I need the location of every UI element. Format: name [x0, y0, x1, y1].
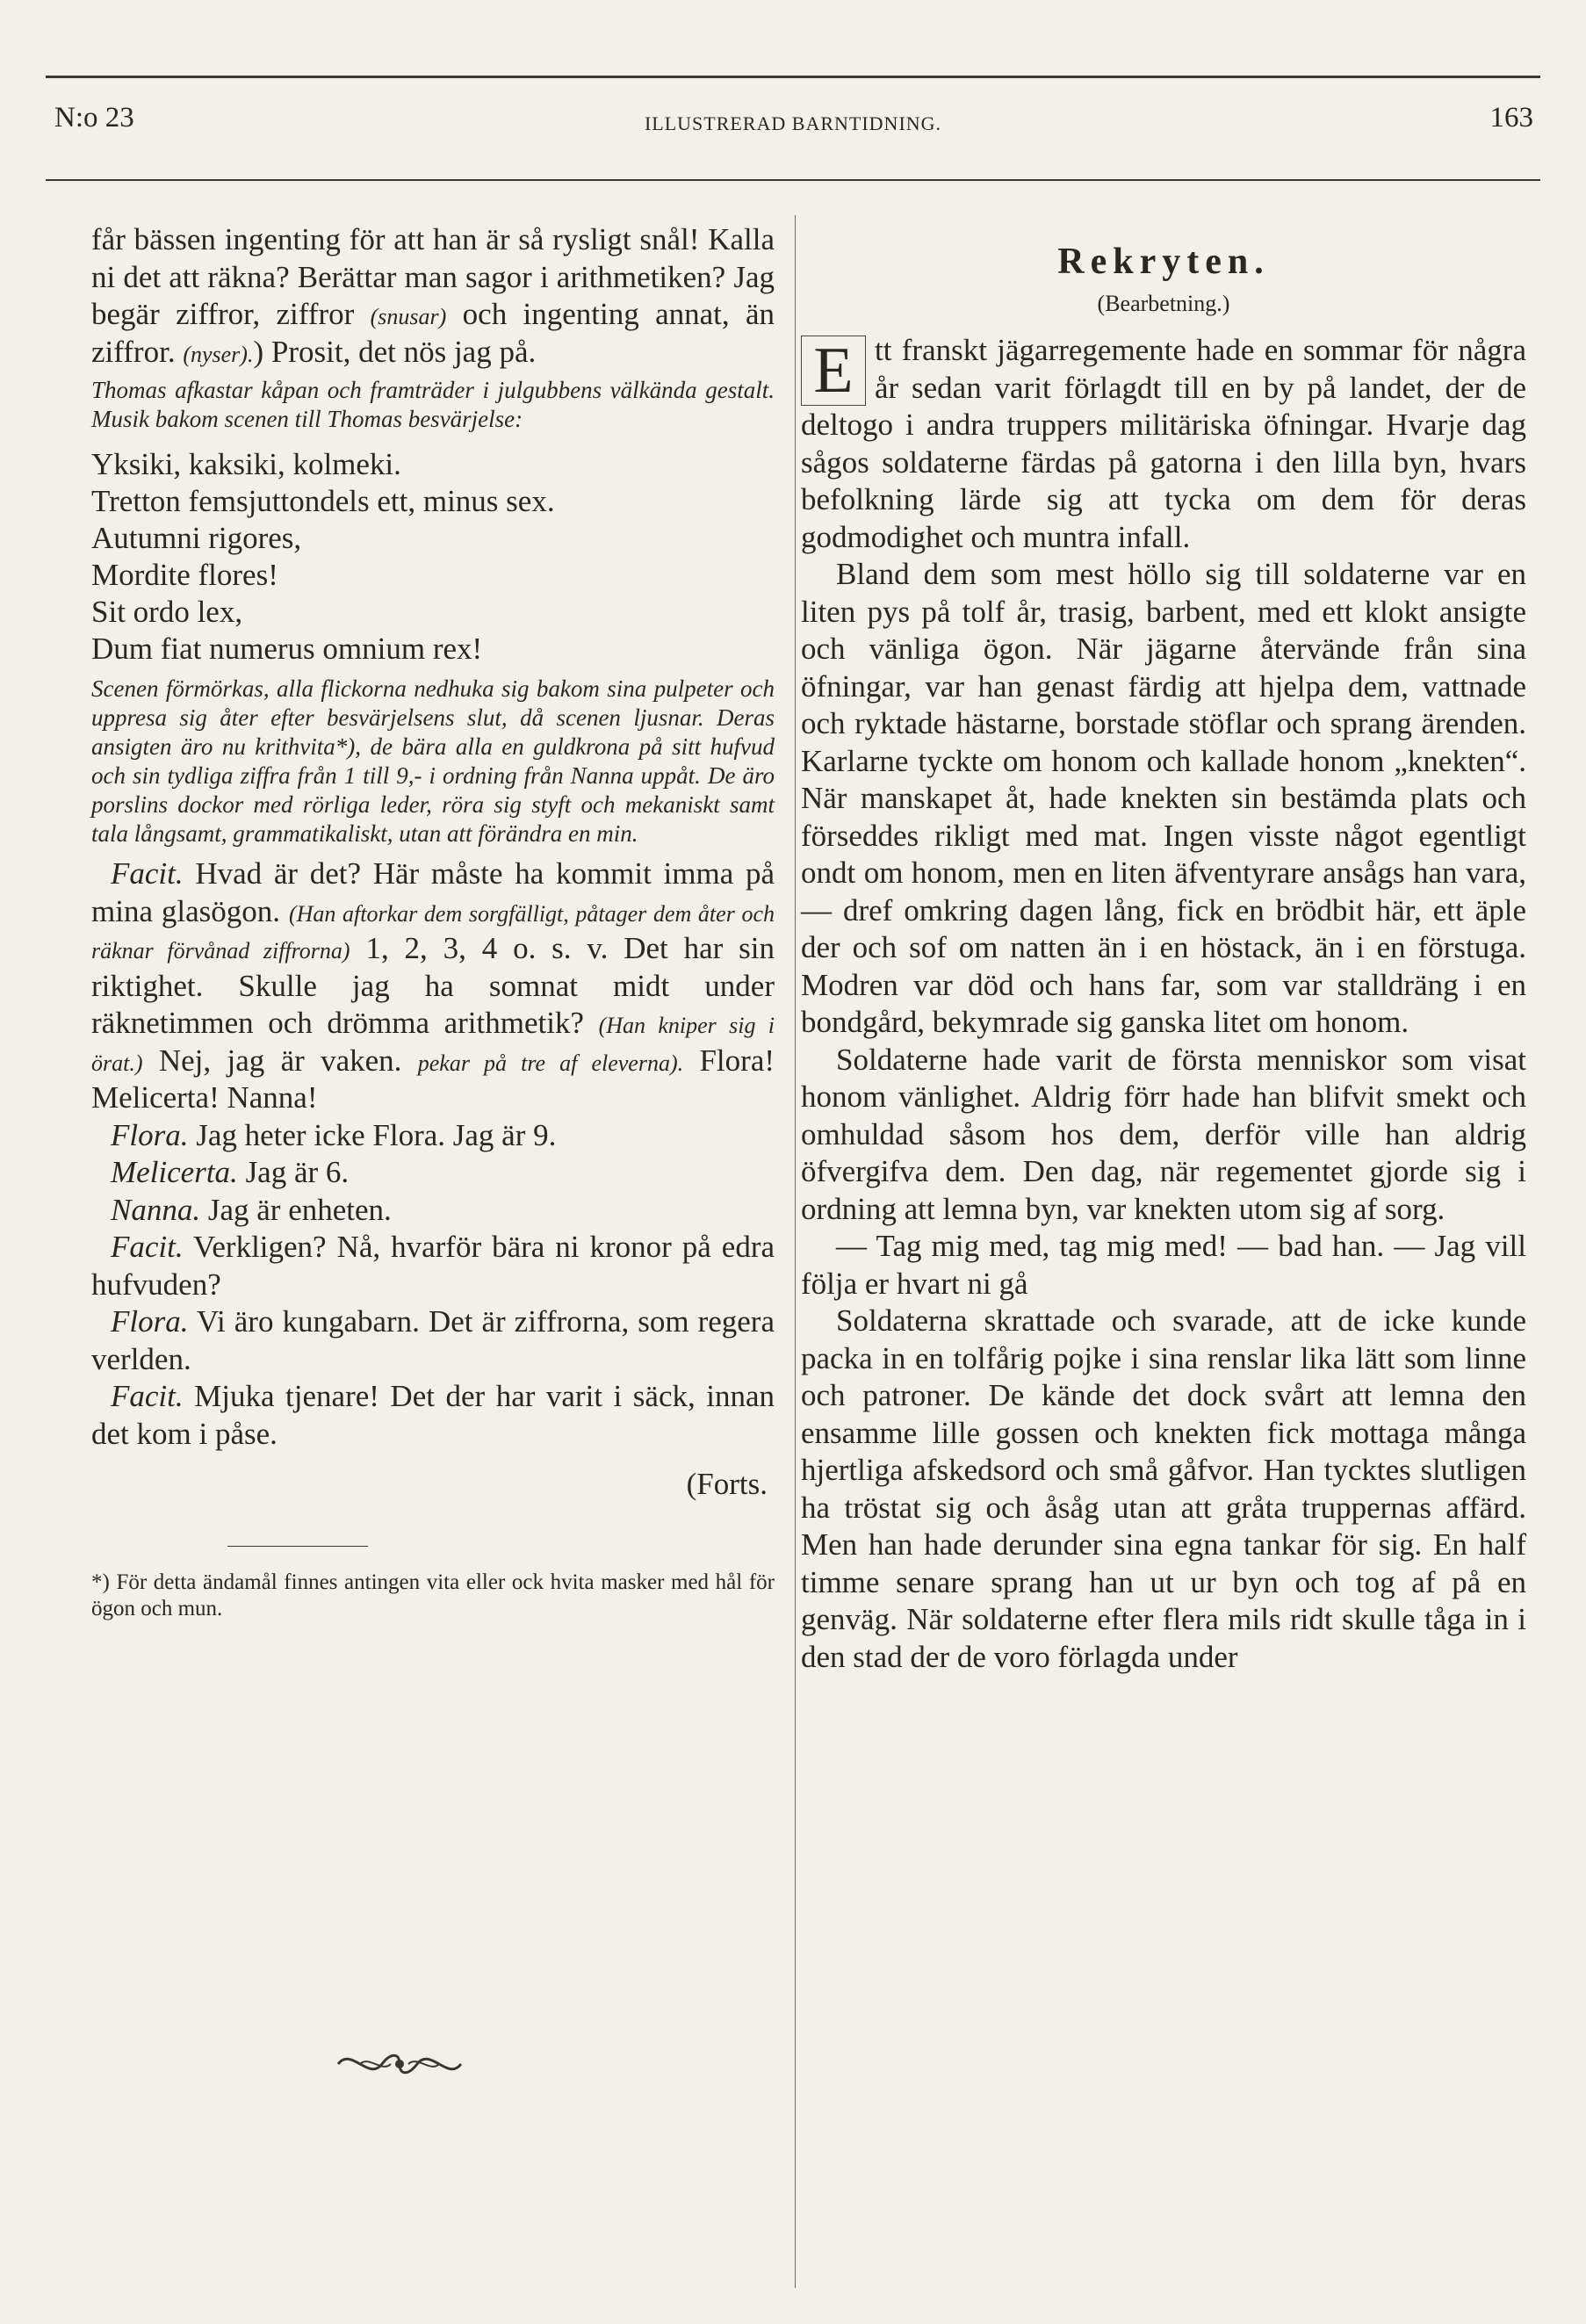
stage-direction: Scenen förmörkas, alla flickorna nedhuka sig bakom sina pulpeter och uppresa sig åter efter besvärjelsens slut, då scenen ljusnar. Deras ansigten äro nu krithvita*), de bära alla en guldkrona på sitt hufvud och sin tydliga ziffra från 1 till 9,- i ordning från Nanna uppåt. De äro porslins dockor med rörliga leder, röra sig styft och mekaniskt samt tala långsamt, grammatikaliskt, utan att förändra en min. — [91, 675, 775, 847]
article-body — [801, 332, 1526, 1676]
drop-cap: E — [801, 336, 866, 406]
page-header — [46, 102, 1540, 155]
verse — [91, 446, 775, 668]
header-rule — [46, 179, 1540, 181]
paragraph: tt franskt jägarregemente hade en sommar för några år sedan varit förlagdt till en by på landet, der de deltogo i andra truppers militäriska öfningar. Hvarje dag sågos soldaterne färdas på gatorna i den lilla byn, hvars befolkning lärde sig att tycka om dem för deras godmodighet och muntra infall. — [801, 333, 1526, 554]
stage-direction: Thomas afkastar kåpan och framträder i julgubbens välkända gestalt. Musik bakom scenen till Thomas besvärjelse: — [91, 377, 775, 432]
column-divider — [795, 215, 796, 2288]
continued-note: (Forts. — [686, 1467, 768, 1501]
dialogue: Flora. Jag heter icke Flora. Jag är 9. — [111, 1117, 557, 1152]
dialogue: Facit. Mjuka tjenare! Det der har varit i säck, innan det kom i påse. — [91, 1379, 775, 1451]
paragraph: Bland dem som mest höllo sig till soldaterne var en liten pys på tolf år, trasig, barbent, med ett klokt ansigte och vänliga ögon. När jägarne återvände från sina öfningar, var han genast färdig att hjelpa dem, vattnade och ryktade hästarne, borstade stöflar och sprang ärenden. Karlarne tyckte om honom och kallade honom „knekten“. När manskapet åt, hade knekten sin bestämda plats och förseddes rikligt med mat. Ingen visste något egentligt ondt om honom, men en liten äfventyrare ansågs han vara, — dref omkring dagen lång, fick en brödbit här, ett äple der och sof om natten än i en höstack, än i en förstuga. Modren var död och hans far, som var stalldräng i en bondgård, bekymrade sig ganska litet om honom. — [801, 557, 1526, 1039]
ornament-icon — [334, 2042, 465, 2086]
right-column — [801, 235, 1526, 1676]
verse-line: Tretton femsjuttondels ett, minus sex. — [91, 484, 555, 518]
verse-line: Yksiki, kaksiki, kolmeki. — [91, 447, 401, 481]
left-column — [91, 221, 775, 1622]
paragraph: — Tag mig med, tag mig med! — bad han. — Jag vill följa er hvart ni gå — [801, 1229, 1526, 1301]
verse-line: Mordite flores! — [91, 558, 278, 592]
article-subtitle: (Bearbetning.) — [1097, 291, 1230, 316]
page-number: 163 — [1489, 102, 1533, 134]
footnote-rule — [227, 1546, 368, 1547]
issue-number: N:o 23 — [54, 102, 134, 134]
dialogue: Facit. Hvad är det? Här måste ha kommit imma på mina glasögon. (Han aftorkar dem sorgfälligt, påtager dem åter och räknar förvånad ziffrorna) 1, 2, 3, 4 o. s. v. Det har sin riktighet. Skulle jag ha somnat midt under räknetimmen och drömma arithmetik? (Han kniper sig i örat.) Nej, jag är vaken. pekar på tre af eleverna). Flora! Melicerta! Nanna! — [91, 856, 775, 1115]
article-title: Rekryten. — [1057, 242, 1270, 282]
paragraph: Soldaterna skrattade och svarade, att de icke kunde packa in en tolfårig pojke i sina renslar lika lätt som linne och patroner. De kände det dock svårt att lemna den ensamme lille gossen och knekten fick mottaga många hjertliga afskedsord och små gåfvor. Han tycktes slutligen ha tröstat sig och åsåg utan att gråta truppernas affärd. Men han hade derunder sina egna tankar för sig. En half timme senare sprang han ut ur byn och tog af på en genväg. När soldaterne efter flera mils ridt skulle tåga in i den stad der de voro förlagda under — [801, 1303, 1526, 1674]
footnote: *) För detta ändamål finnes antingen vita eller ock hvita masker med hål för ögon och mun. — [91, 1570, 775, 1620]
dialogue: Melicerta. Jag är 6. — [111, 1155, 350, 1189]
verse-line: Autumni rigores, — [91, 521, 302, 555]
publication-title: ILLUSTRERAD BARNTIDNING. — [644, 112, 942, 134]
verse-line: Dum fiat numerus omnium rex! — [91, 632, 483, 666]
top-rule — [46, 76, 1540, 78]
dialogue: Facit. Verkligen? Nå, hvarför bära ni kronor på edra hufvuden? — [91, 1230, 775, 1302]
dialogue: Flora. Vi äro kungabarn. Det är ziffrorna, som regera verlden. — [91, 1304, 775, 1376]
paragraph: får bässen ingenting för att han är så rysligt snål! Kalla ni det att räkna? Berättar man sagor i arithmetiken? Jag begär ziffror, ziffror (snusar) och ingenting annat, än ziffror. (nyser).) Prosit, det nös jag på. — [91, 222, 775, 369]
paragraph: Soldaterne hade varit de första menniskor som visat honom vänlighet. Aldrig förr hade han blifvit smekt och omhuldad såsom hos dem, derför ville han aldrig öfvergifva dem. Den dag, när regementet gjorde sig i ordning att lemna byn, var knekten utom sig af sorg. — [801, 1042, 1526, 1226]
verse-line: Sit ordo lex, — [91, 595, 243, 629]
dialogue: Nanna. Jag är enheten. — [111, 1192, 392, 1227]
